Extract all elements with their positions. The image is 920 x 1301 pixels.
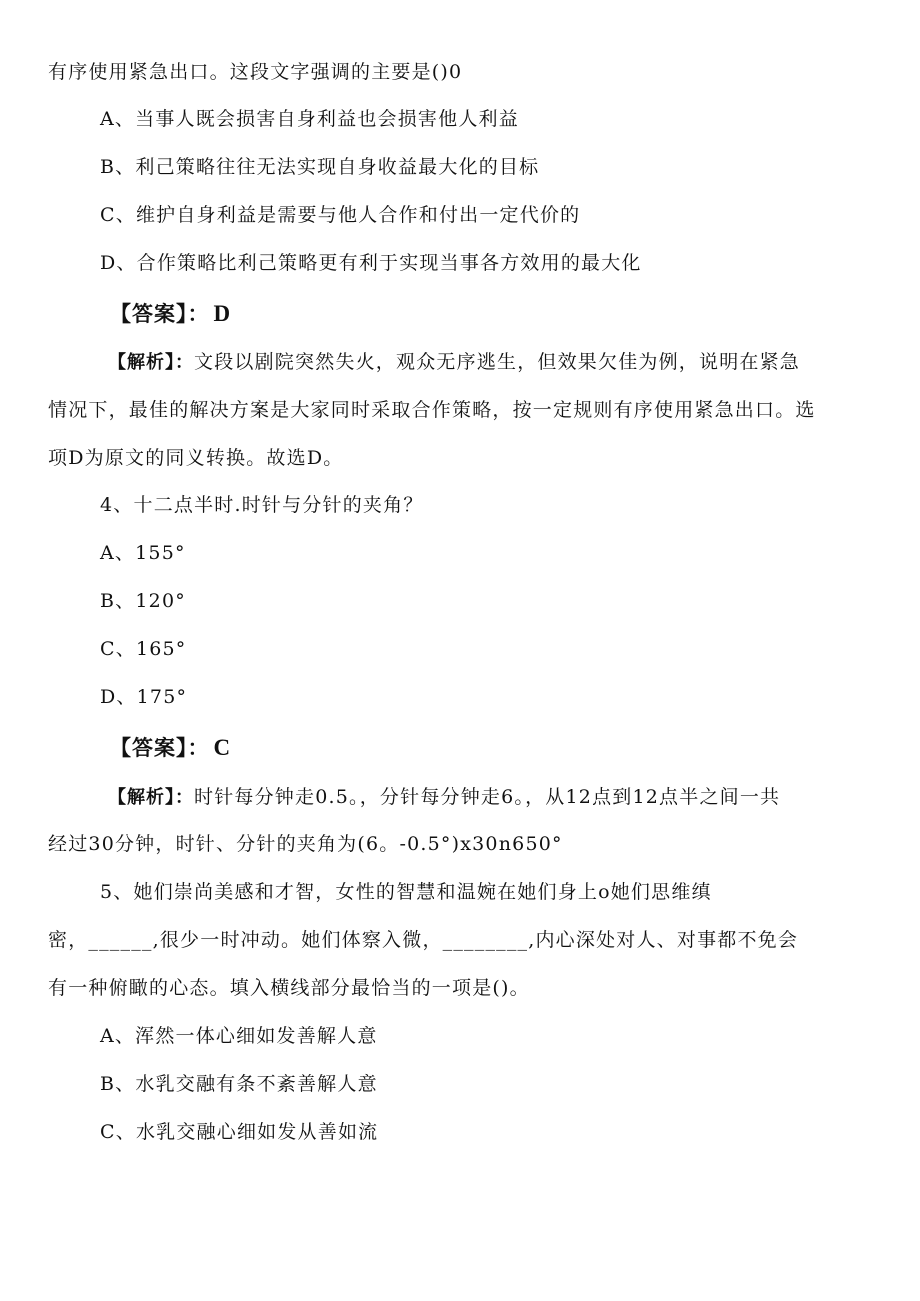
q4-analysis-label: 【解析】：	[108, 787, 194, 808]
q4-option-c: C、165°	[100, 638, 187, 660]
q4-option-b: B、120°	[100, 590, 186, 612]
q3-stem-tail: 有序使用紧急出口。这段文字强调的主要是()0	[48, 61, 463, 83]
q5-stem-line-3: 有一种俯瞰的心态。填入横线部分最恰当的一项是()。	[48, 977, 530, 999]
q5-option-b: B、水乳交融有条不紊善解人意	[100, 1073, 378, 1095]
q3-analysis-text-1: 文段以剧院突然失火，观众无序逃生，但效果欠佳为例，说明在紧急	[194, 351, 801, 373]
q3-option-b: B、利己策略往往无法实现自身收益最大化的目标	[100, 156, 540, 178]
q3-answer-value: D	[213, 301, 232, 326]
q4-stem: 4、十二点半时.时针与分针的夹角？	[100, 494, 424, 516]
q3-option-c: C、维护自身利益是需要与他人合作和付出一定代价的	[100, 204, 581, 226]
q4-answer-value: C	[213, 735, 232, 760]
q4-analysis-line-2: 经过30分钟，时针、分针的夹角为(6。-0.5°)x30n650°	[48, 833, 563, 855]
q4-option-d: D、175°	[100, 686, 188, 708]
q3-option-a: A、当事人既会损害自身利益也会损害他人利益	[100, 108, 519, 130]
q3-answer-label: 【答案】：	[110, 302, 210, 326]
q3-analysis-line-2: 情况下，最佳的解决方案是大家同时采取合作策略，按一定规则有序使用紧急出口。选	[48, 399, 816, 421]
q4-answer-label: 【答案】：	[110, 736, 210, 760]
q3-analysis-label: 【解析】：	[108, 352, 194, 373]
q5-stem-line-1: 5、她们崇尚美感和才智，女性的智慧和温婉在她们身上o她们思维缜	[100, 881, 712, 903]
q4-analysis-text-1: 时针每分钟走0.5。，分针每分钟走6。，从12点到12点半之间一共	[194, 786, 781, 808]
q5-option-c: C、水乳交融心细如发从善如流	[100, 1121, 379, 1143]
q3-answer	[110, 301, 231, 327]
q3-option-d: D、合作策略比利己策略更有利于实现当事各方效用的最大化	[100, 252, 642, 274]
q4-option-a: A、155°	[100, 542, 186, 564]
q4-answer	[110, 735, 231, 761]
q3-analysis-line-3: 项D为原文的同义转换。故选D。	[48, 447, 344, 469]
q3-analysis-line-1	[108, 350, 800, 375]
q5-option-a: A、浑然一体心细如发善解人意	[100, 1025, 378, 1047]
q5-stem-line-2: 密，______,很少一时冲动。她们体察入微，________,内心深处对人、对事都不免会	[48, 929, 799, 951]
q4-analysis-line-1	[108, 785, 780, 810]
